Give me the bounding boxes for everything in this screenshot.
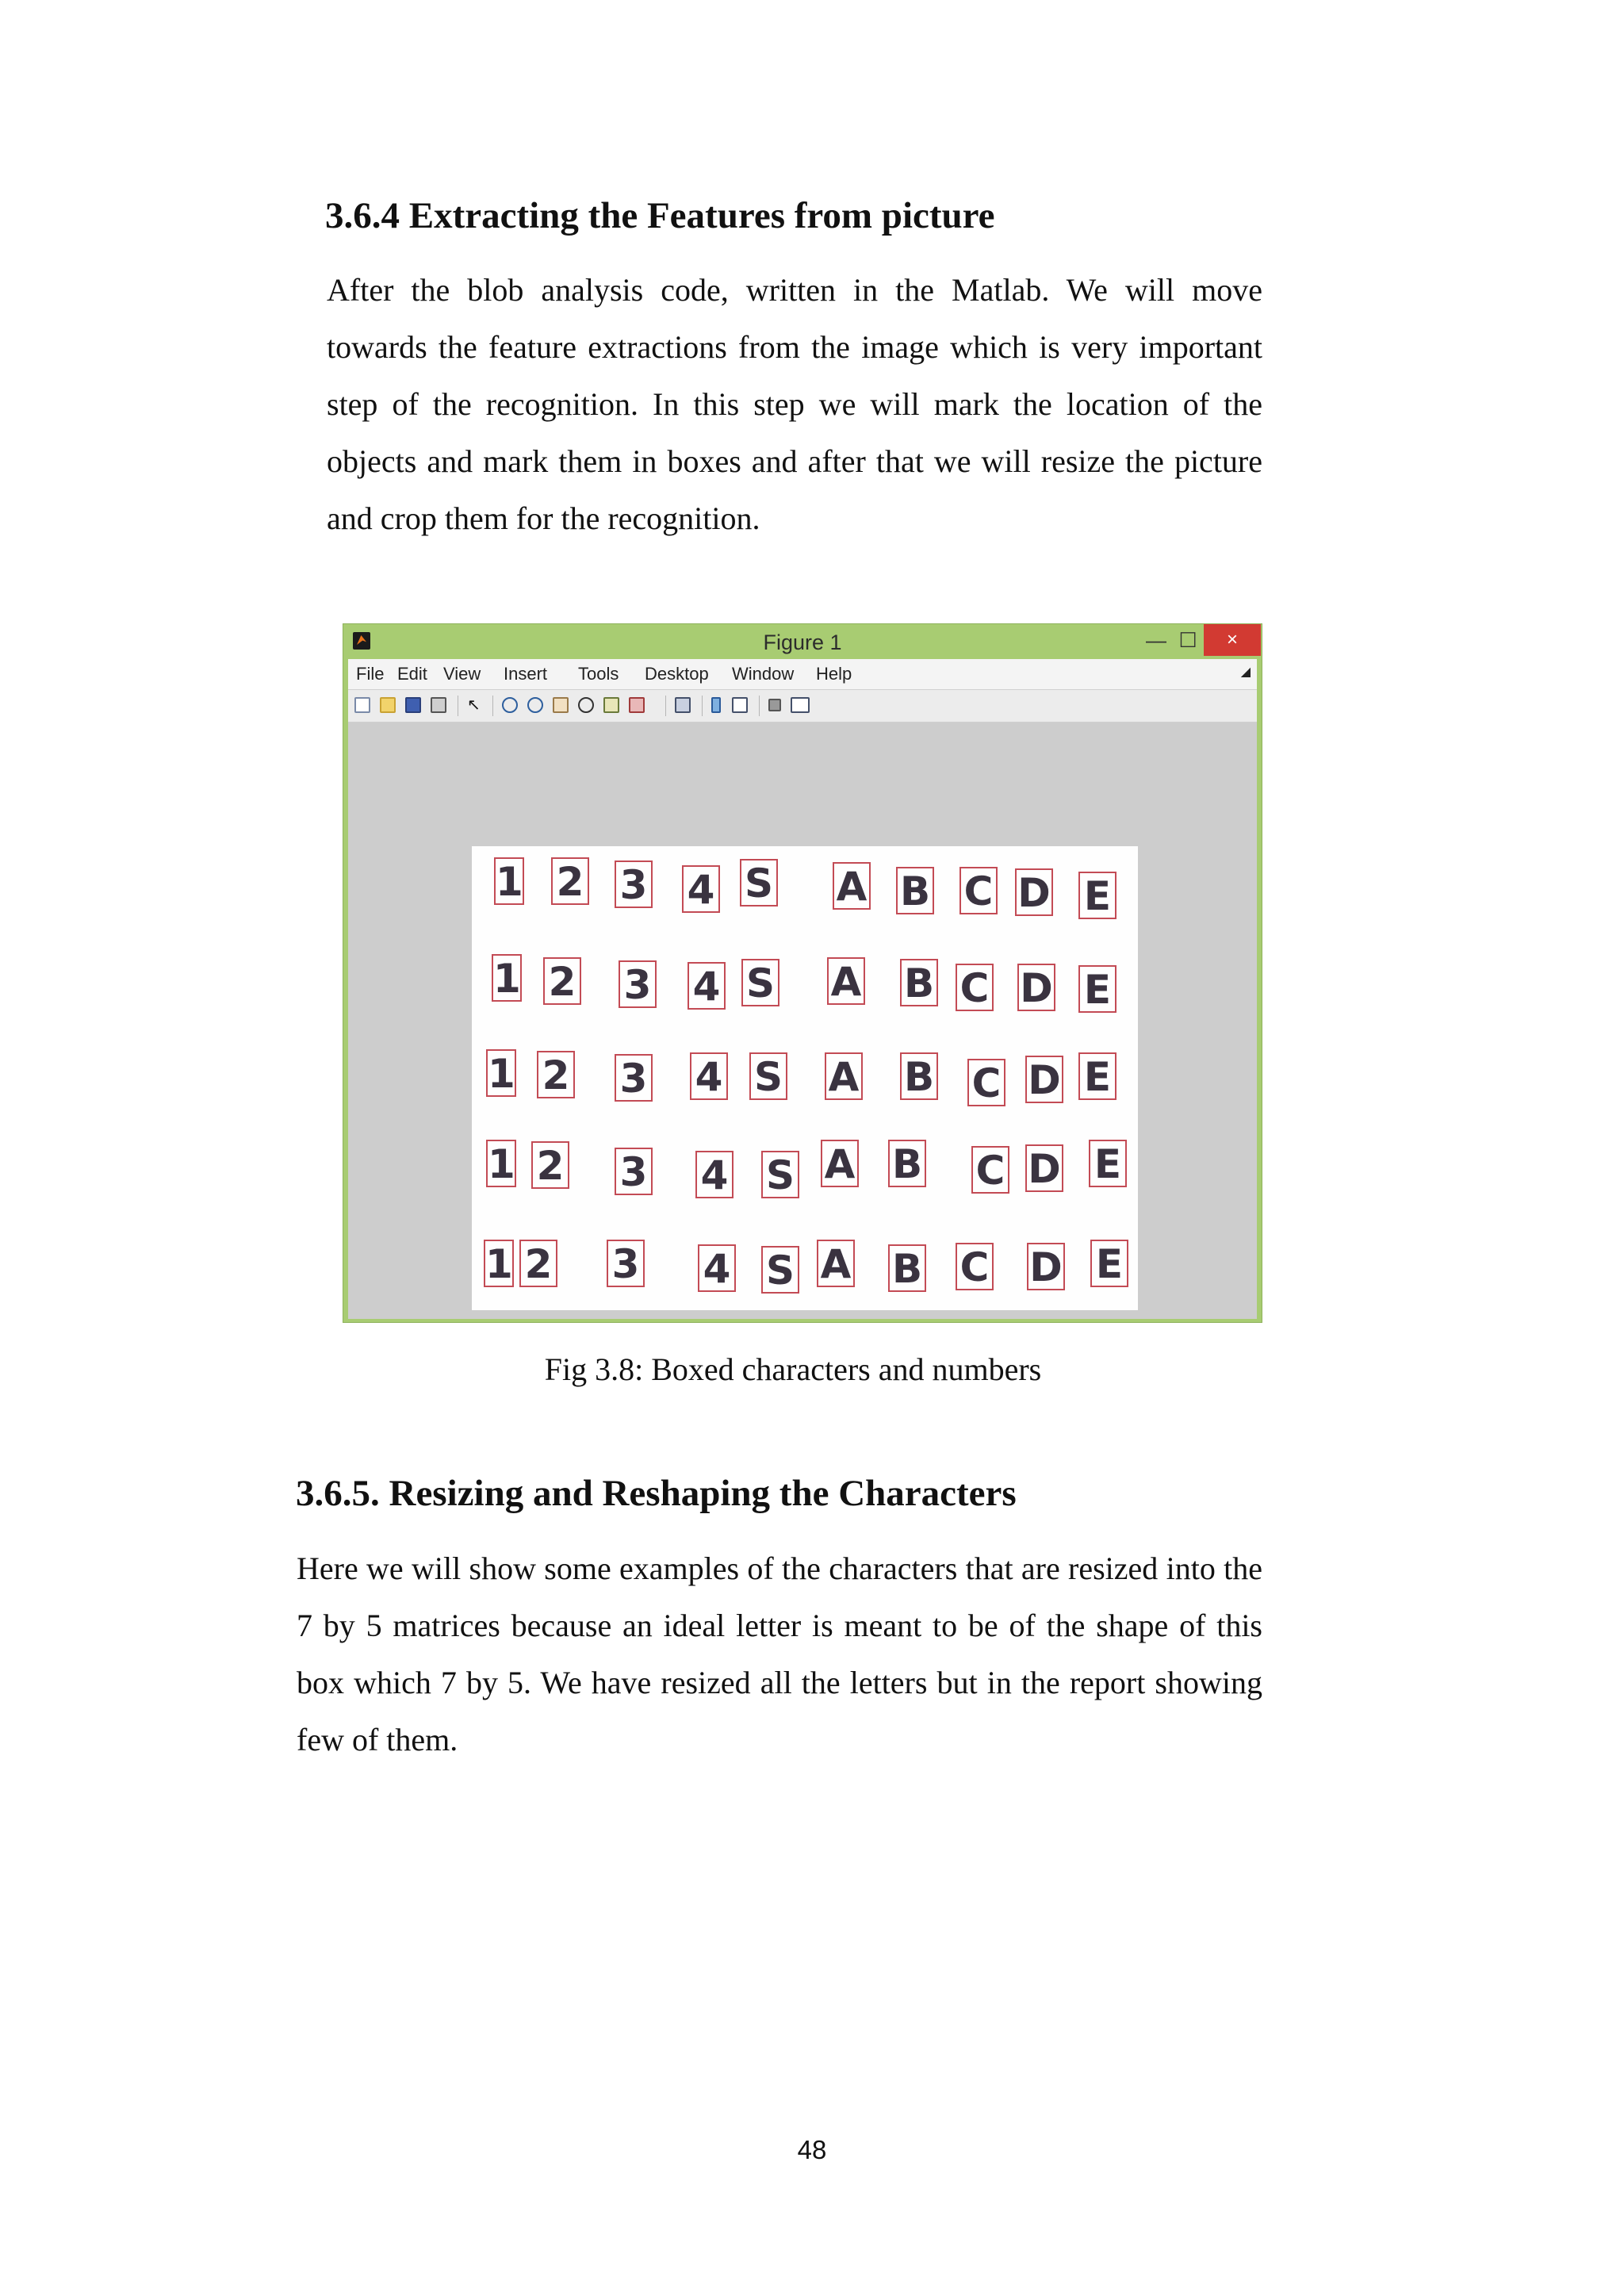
menu-file[interactable]: File: [356, 664, 385, 684]
boxed-character: B: [900, 959, 938, 1006]
boxed-character: 4: [695, 1151, 733, 1198]
print-icon[interactable]: [431, 697, 446, 713]
edit-plot-icon[interactable]: ↖: [467, 696, 481, 714]
boxed-character: A: [821, 1140, 859, 1187]
boxed-character: D: [1025, 1144, 1063, 1192]
figure-caption: Fig 3.8: Boxed characters and numbers: [544, 1351, 1042, 1387]
boxed-character: E: [1078, 965, 1116, 1013]
section-heading-resizing: 3.6.5. Resizing and Reshaping the Characters: [296, 1473, 1017, 1514]
figure-menubar: [348, 659, 1257, 689]
matlab-figure-window: [343, 623, 1262, 1323]
boxed-character: 3: [615, 1148, 653, 1195]
figure-titlebar: [343, 624, 1262, 659]
boxed-character: E: [1078, 872, 1116, 919]
menu-overflow-icon[interactable]: ◢: [1240, 665, 1251, 679]
boxed-character: S: [749, 1052, 787, 1100]
figure-window-title: Figure 1: [763, 631, 842, 654]
toolbar-separator: [665, 696, 666, 716]
boxed-character: C: [967, 1059, 1005, 1106]
hide-plot-tools-icon[interactable]: [768, 699, 781, 711]
boxed-character: B: [896, 867, 934, 914]
boxed-character: B: [900, 1052, 938, 1100]
brush-icon[interactable]: [629, 697, 645, 713]
menu-window[interactable]: Window: [732, 664, 795, 684]
boxed-character: 1: [485, 1241, 513, 1287]
close-button[interactable]: ×: [1204, 624, 1261, 656]
boxed-character: 1: [493, 956, 521, 1002]
menu-help[interactable]: Help: [816, 664, 852, 684]
zoom-in-icon[interactable]: [502, 697, 518, 713]
save-icon[interactable]: [405, 697, 421, 713]
boxed-character: 1: [488, 1051, 515, 1097]
boxed-character: 3: [615, 1054, 653, 1102]
boxed-character: A: [833, 862, 871, 910]
boxed-character: C: [971, 1146, 1009, 1194]
open-file-icon[interactable]: [380, 697, 396, 713]
boxed-character: 4: [690, 1052, 728, 1100]
boxed-character: 4: [698, 1244, 736, 1292]
maximize-button[interactable]: ☐: [1178, 628, 1197, 652]
boxed-character: 1: [496, 859, 523, 905]
link-plot-icon[interactable]: [675, 697, 691, 713]
boxed-character: 2: [543, 957, 581, 1005]
resizing-paragraph: Here we will show some examples of the characters that are resized into the 7 by 5 matrices because an ideal letter is meant to be of the shape of this box which 7 by 5. We have resized all the letters but in the report showing few of them.: [297, 1550, 1262, 1757]
boxed-character: 2: [537, 1051, 575, 1098]
rotate-icon[interactable]: [578, 697, 594, 713]
menu-tools[interactable]: Tools: [578, 664, 619, 684]
boxed-character: E: [1089, 1140, 1127, 1187]
boxed-character: D: [1025, 1056, 1063, 1103]
boxed-character: A: [825, 1052, 863, 1100]
zoom-out-icon[interactable]: [527, 697, 543, 713]
boxed-character: A: [817, 1240, 855, 1287]
boxed-characters-image: [472, 846, 1138, 1310]
boxed-character: S: [740, 859, 778, 907]
boxed-character: D: [1027, 1243, 1065, 1290]
boxed-character: C: [956, 1243, 994, 1290]
boxed-character: D: [1015, 868, 1053, 916]
boxed-character: E: [1078, 1052, 1116, 1100]
menu-insert[interactable]: Insert: [504, 664, 548, 684]
data-cursor-icon[interactable]: [603, 697, 619, 713]
boxed-character: 1: [488, 1141, 515, 1187]
figure-toolbar: [348, 689, 1257, 723]
colorbar-icon[interactable]: [711, 697, 721, 713]
menu-view[interactable]: View: [443, 664, 481, 684]
boxed-character: B: [888, 1140, 926, 1187]
figure-canvas: [348, 723, 1257, 1319]
boxed-character: 2: [551, 857, 589, 905]
boxed-character: 3: [607, 1240, 645, 1287]
pan-icon[interactable]: [553, 697, 569, 713]
boxed-character: 2: [519, 1240, 557, 1287]
page-number: 48: [797, 2135, 827, 2164]
boxed-character: 4: [682, 865, 720, 913]
feature-extraction-paragraph: After the blob analysis code, written in the Matlab. We will move towards the feature extractions from the image which is very important step of the recognition. In this step we will mark the location of the objects and mark them in boxes and after that we will resize the picture and crop them for the recognition.: [327, 272, 1262, 536]
boxed-character: 3: [615, 861, 653, 908]
boxed-character: 4: [688, 962, 726, 1010]
boxed-character: 3: [619, 960, 657, 1008]
toolbar-separator: [759, 696, 760, 716]
legend-icon[interactable]: [732, 697, 748, 713]
minimize-button[interactable]: —: [1146, 628, 1166, 652]
boxed-character: C: [956, 964, 994, 1011]
toolbar-separator: [702, 696, 703, 716]
boxed-character: S: [761, 1246, 799, 1294]
boxed-character: C: [959, 867, 998, 914]
boxed-character: D: [1017, 964, 1055, 1011]
show-plot-tools-icon[interactable]: [791, 697, 810, 713]
boxed-character: E: [1090, 1240, 1128, 1287]
boxed-character: 2: [531, 1141, 569, 1189]
toolbar-separator: [492, 696, 493, 716]
section-heading-feature-extraction: 3.6.4 Extracting the Features from picture: [325, 195, 995, 236]
boxed-character: S: [761, 1151, 799, 1198]
boxed-character: A: [827, 957, 865, 1005]
menu-edit[interactable]: Edit: [397, 664, 427, 684]
boxed-character: B: [888, 1244, 926, 1292]
menu-desktop[interactable]: Desktop: [645, 664, 709, 684]
new-figure-icon[interactable]: [354, 697, 370, 713]
boxed-character: S: [741, 959, 779, 1006]
